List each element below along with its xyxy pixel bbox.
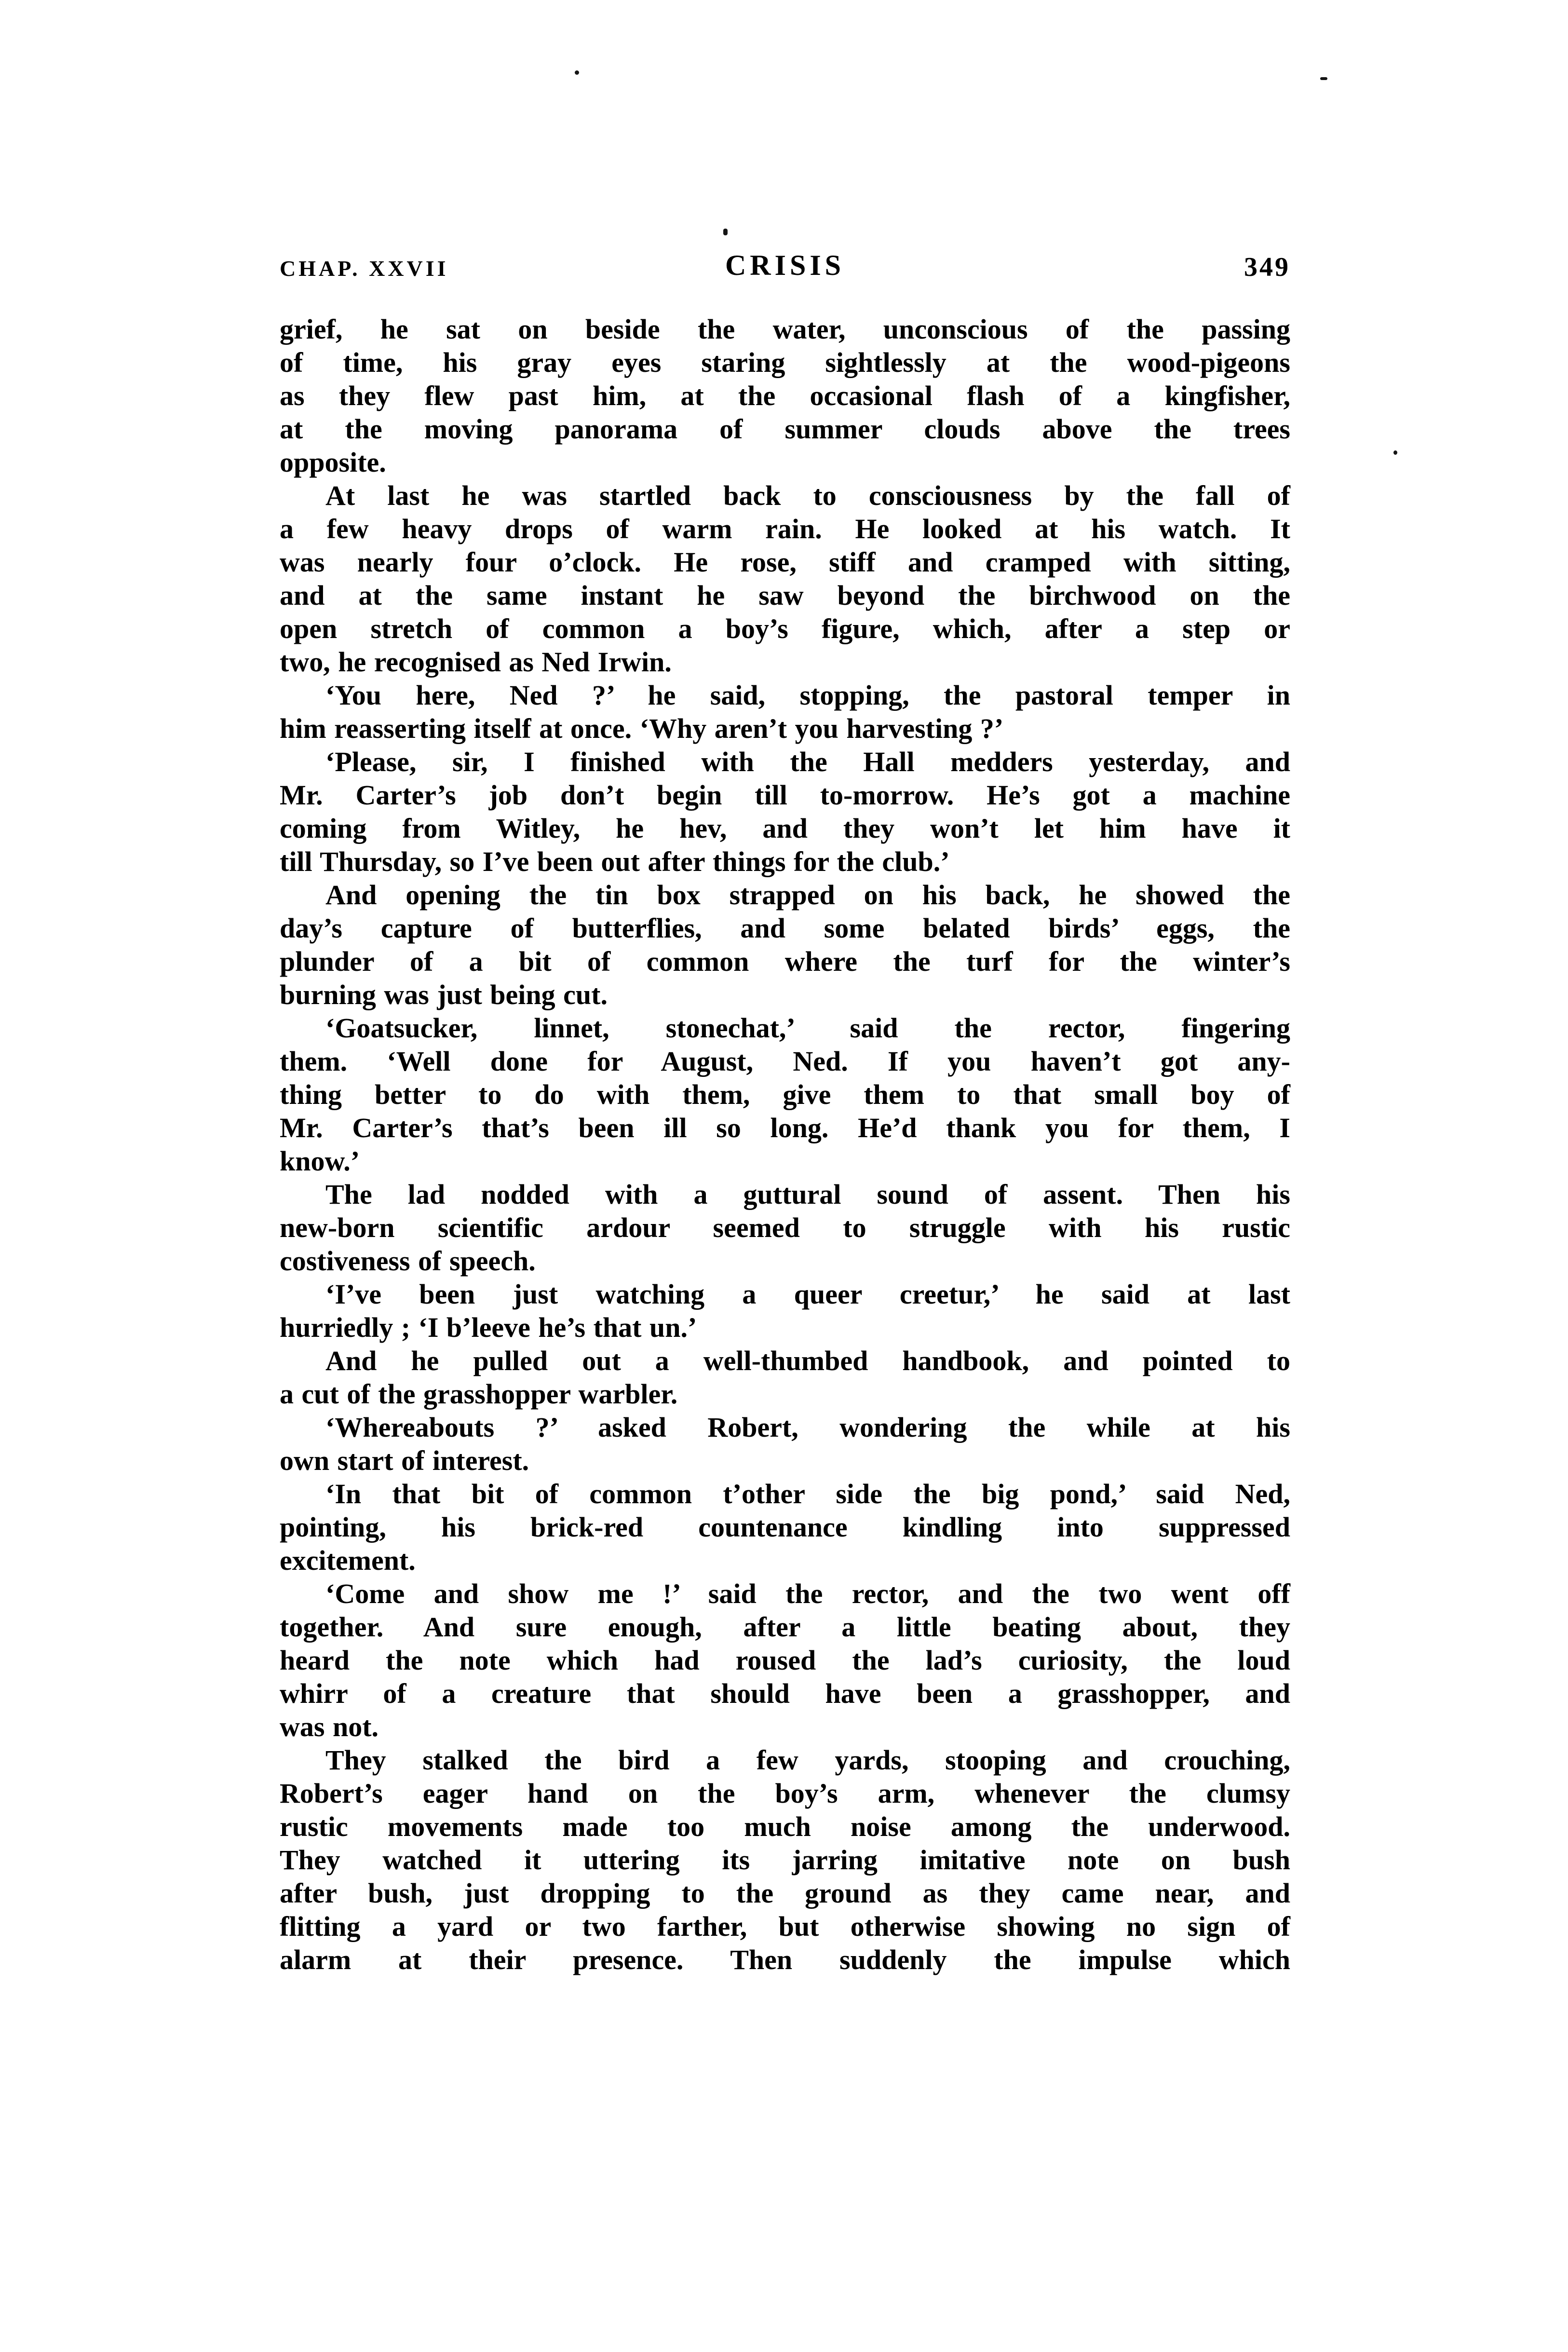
text-line: flitting a yard or two farther, but otherwise showing no sign of [280, 1911, 1290, 1942]
text-line: new-born scientific ardour seemed to struggle with his rustic [280, 1212, 1290, 1243]
paragraph [280, 679, 1290, 745]
paragraph [280, 313, 1290, 479]
text-line: was not. [280, 1711, 379, 1742]
text-line: rustic movements made too much noise among the underwood. [280, 1811, 1290, 1842]
text-line: excitement. [280, 1545, 416, 1576]
ink-speck [723, 229, 728, 235]
ink-speck [1320, 77, 1327, 80]
paragraph [280, 1743, 1290, 1976]
chapter-label: CHAP. XXVII [280, 256, 449, 281]
text-line: opposite. [280, 447, 386, 478]
paragraph [280, 1278, 1290, 1344]
text-line: day’s capture of butterflies, and some belated birds’ eggs, the [280, 912, 1290, 944]
text-line: plunder of a bit of common where the turf for the winter’s [280, 946, 1290, 977]
text-line: own start of interest. [280, 1445, 529, 1476]
running-header [280, 248, 1290, 291]
text-line: together. And sure enough, after a little beating about, they [280, 1611, 1290, 1643]
text-line: At last he was startled back to consciousness by the fall of [325, 480, 1290, 511]
text-line: heard the note which had roused the lad’s curiosity, the loud [280, 1645, 1290, 1676]
text-line: till Thursday, so I’ve been out after things for the club.’ [280, 846, 950, 877]
ink-speck [575, 70, 579, 75]
text-line: The lad nodded with a guttural sound of assent. Then his [325, 1179, 1290, 1210]
text-line: him reasserting itself at once. ‘Why aren’t you harvesting ?’ [280, 713, 1004, 744]
text-line: two, he recognised as Ned Irwin. [280, 646, 672, 678]
text-line: costiveness of speech. [280, 1245, 536, 1277]
text-line: at the moving panorama of summer clouds above the trees [280, 413, 1290, 445]
text-line: pointing, his brick-red countenance kindling into suppressed [280, 1511, 1290, 1543]
text-line: a few heavy drops of warm rain. He looked at his watch. It [280, 513, 1290, 544]
page-title: CRISIS [725, 249, 845, 281]
text-line: grief, he sat on beside the water, unconscious of the passing [280, 313, 1290, 345]
text-line: ‘I’ve been just watching a queer creetur,’ he said at last [325, 1278, 1290, 1310]
text-line: them. ‘Well done for August, Ned. If you haven’t got any- [280, 1046, 1290, 1077]
text-line: Robert’s eager hand on the boy’s arm, whenever the clumsy [280, 1778, 1290, 1809]
text-block [280, 313, 1290, 1976]
text-line: and at the same instant he saw beyond the birchwood on the [280, 580, 1290, 611]
ink-speck [1393, 450, 1397, 455]
paragraph [280, 1411, 1290, 1477]
text-line: as they flew past him, at the occasional flash of a kingfisher, [280, 380, 1290, 411]
text-line: ‘Please, sir, I finished with the Hall medders yesterday, and [325, 746, 1290, 777]
text-line: hurriedly ; ‘I b’leeve he’s that un.’ [280, 1312, 697, 1343]
text-line: whirr of a creature that should have been a grasshopper, and [280, 1678, 1290, 1709]
text-line: a cut of the grasshopper warbler. [280, 1378, 678, 1410]
page-number: 349 [1244, 252, 1290, 282]
text-line: of time, his gray eyes staring sightlessly at the wood-pigeons [280, 347, 1290, 378]
text-line: And opening the tin box strapped on his back, he showed the [325, 879, 1290, 911]
paragraph [280, 1011, 1290, 1178]
paragraph [280, 745, 1290, 878]
text-line: Mr. Carter’s that’s been ill so long. He’d thank you for them, I [280, 1112, 1290, 1143]
text-line: was nearly four o’clock. He rose, stiff and cramped with sitting, [280, 546, 1290, 578]
text-line: after bush, just dropping to the ground as they came near, and [280, 1877, 1290, 1909]
text-line: thing better to do with them, give them to that small boy of [280, 1079, 1290, 1110]
text-line: And he pulled out a well-thumbed handbook, and pointed to [325, 1345, 1290, 1376]
text-line: alarm at their presence. Then suddenly the impulse which [280, 1944, 1290, 1975]
text-line: burning was just being cut. [280, 979, 608, 1010]
text-line: ‘Goatsucker, linnet, stonechat,’ said the rector, fingering [325, 1012, 1290, 1044]
text-line: ‘Whereabouts ?’ asked Robert, wondering the while at his [325, 1412, 1290, 1443]
paragraph [280, 1477, 1290, 1577]
paragraph [280, 1577, 1290, 1743]
paragraph [280, 1178, 1290, 1278]
paragraph [280, 479, 1290, 679]
text-line: coming from Witley, he hev, and they won’t let him have it [280, 813, 1290, 844]
text-line: ‘In that bit of common t’other side the big pond,’ said Ned, [325, 1478, 1290, 1509]
text-line: know.’ [280, 1145, 360, 1177]
text-line: ‘Come and show me !’ said the rector, and the two went off [325, 1578, 1290, 1609]
paragraph [280, 1344, 1290, 1411]
text-line: They watched it uttering its jarring imitative note on bush [280, 1844, 1290, 1876]
text-line: ‘You here, Ned ?’ he said, stopping, the pastoral temper in [325, 680, 1290, 711]
paragraph [280, 878, 1290, 1011]
text-line: Mr. Carter’s job don’t begin till to-morrow. He’s got a machine [280, 779, 1290, 811]
text-line: They stalked the bird a few yards, stooping and crouching, [325, 1744, 1290, 1776]
text-line: open stretch of common a boy’s figure, which, after a step or [280, 613, 1290, 644]
